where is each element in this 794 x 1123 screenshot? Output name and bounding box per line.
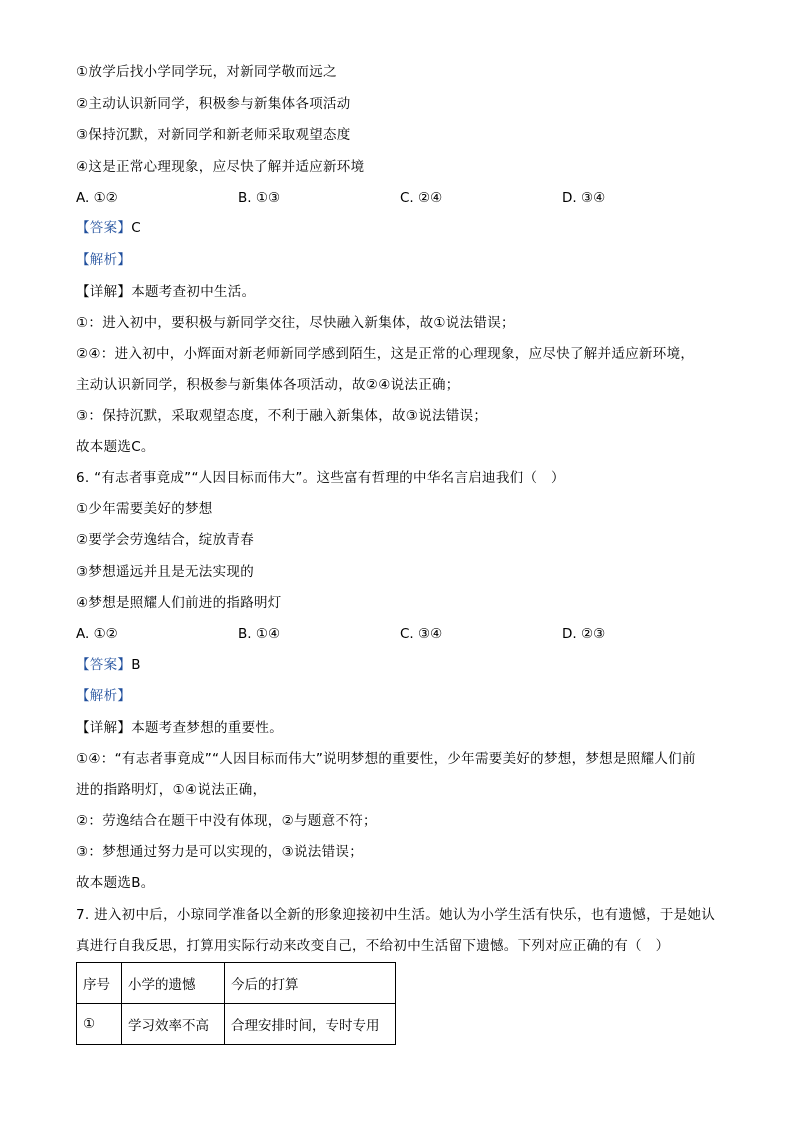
table-header-cell: 小学的遗憾	[122, 963, 225, 1004]
q5-answer	[76, 218, 141, 238]
q5-item-4: ④这是正常心理现象，应尽快了解并适应新环境	[76, 159, 365, 175]
q6-stem: 6. “有志者事竟成”“人因目标而伟大”。这些富有哲理的中华名言启迪我们（ ）	[76, 470, 565, 486]
answer-tag: 【答案】	[76, 657, 132, 673]
q5-item-3: ③保持沉默，对新同学和新老师采取观望态度	[76, 127, 351, 143]
table-header-row	[77, 963, 396, 1004]
q6-option-d: D. ②③	[562, 626, 606, 642]
q6-analysis-line: ③：梦想通过努力是可以实现的，③说法错误；	[76, 844, 364, 860]
q5-option-d: D. ③④	[562, 190, 606, 206]
q5-analysis-line: ①：进入初中，要积极与新同学交往，尽快融入新集体，故①说法错误；	[76, 315, 515, 331]
q5-item-1: ①放学后找小学同学玩，对新同学敬而远之	[76, 64, 337, 80]
q5-option-a: A. ①②	[76, 190, 118, 206]
q6-item-4: ④梦想是照耀人们前进的指路明灯	[76, 595, 282, 611]
table-header-cell: 今后的打算	[225, 963, 396, 1004]
detail-text: 本题考查初中生活。	[131, 284, 256, 300]
q6-analysis-line: ②：劳逸结合在题干中没有体现，②与题意不符；	[76, 813, 377, 829]
q7-stem-line-2: 真进行自我反思，打算用实际行动来改变自己，不给初中生活留下遗憾。下列对应正确的有（ ）	[76, 938, 670, 954]
q6-analysis-line: ①④：“有志者事竟成”“人因目标而伟大”说明梦想的重要性，少年需要美好的梦想，梦想是照耀人们前	[76, 751, 696, 767]
detail-text: 本题考查梦想的重要性。	[131, 720, 284, 736]
q6-item-2: ②要学会劳逸结合，绽放青春	[76, 532, 255, 548]
q6-conclusion: 故本题选B。	[76, 875, 155, 891]
q5-analysis-tag: 【解析】	[76, 252, 132, 268]
q6-item-1: ①少年需要美好的梦想	[76, 501, 213, 517]
q6-analysis-line: 进的指路明灯，①④说法正确，	[76, 782, 267, 798]
q5-option-b: B. ①③	[238, 190, 281, 206]
answer-tag: 【答案】	[76, 220, 132, 236]
q7-stem-line-1: 7. 进入初中后，小琼同学准备以全新的形象迎接初中生活。她认为小学生活有快乐，也有遗憾，于是她认	[76, 907, 716, 923]
q6-item-3: ③梦想遥远并且是无法实现的	[76, 564, 255, 580]
q5-option-c: C. ②④	[400, 190, 443, 206]
table-cell: 学习效率不高	[122, 1004, 225, 1045]
q5-detail	[76, 282, 255, 302]
table-row	[77, 1004, 396, 1045]
q6-option-b: B. ①④	[238, 626, 281, 642]
q7-table	[76, 962, 396, 1045]
detail-tag: 【详解】	[76, 720, 132, 736]
q5-analysis-line: ②④：进入初中，小辉面对新老师新同学感到陌生，这是正常的心理现象，应尽快了解并适应新环境，	[76, 346, 695, 362]
detail-tag: 【详解】	[76, 284, 132, 300]
table-cell: ①	[77, 1004, 122, 1045]
q5-analysis-line: ③：保持沉默，采取观望态度，不利于融入新集体，故③说法错误；	[76, 408, 488, 424]
answer-value: C	[131, 220, 141, 236]
table-header-cell: 序号	[77, 963, 122, 1004]
q6-option-c: C. ③④	[400, 626, 443, 642]
q6-answer	[76, 655, 141, 675]
q6-analysis-tag: 【解析】	[76, 688, 132, 704]
q6-option-a: A. ①②	[76, 626, 118, 642]
q5-analysis-line: 主动认识新同学，积极参与新集体各项活动，故②④说法正确；	[76, 377, 460, 393]
q5-item-2: ②主动认识新同学，积极参与新集体各项活动	[76, 96, 351, 112]
table-cell: 合理安排时间，专时专用	[225, 1004, 396, 1045]
q6-detail	[76, 718, 283, 738]
q5-conclusion: 故本题选C。	[76, 439, 155, 455]
answer-value: B	[131, 657, 141, 673]
